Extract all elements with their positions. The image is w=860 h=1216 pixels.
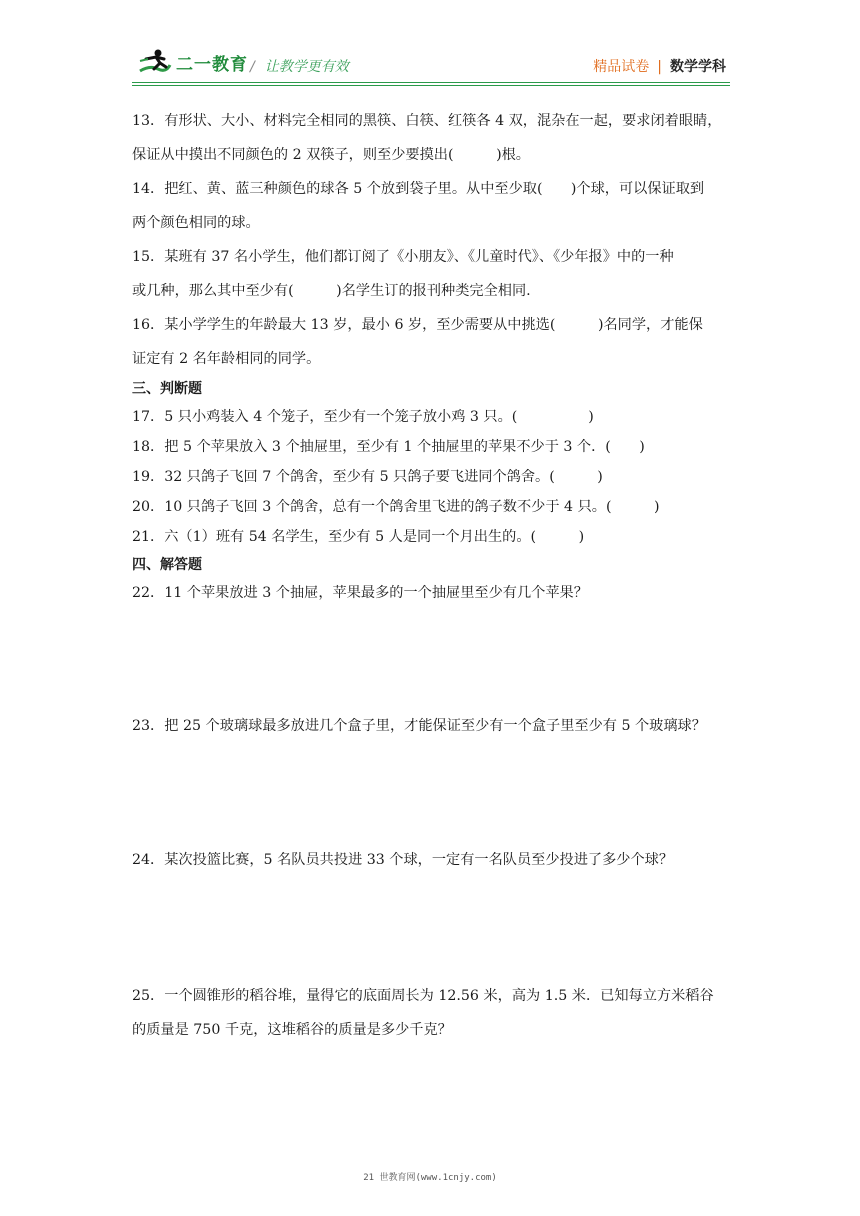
answer-space bbox=[132, 741, 732, 845]
question-line: 14．把红、黄、蓝三种颜色的球各 5 个放到袋子里。从中至少取( )个球，可以保证取到 bbox=[132, 181, 705, 197]
tag-premium: 精品试卷 bbox=[593, 59, 650, 75]
answer-question-24: 24．某次投篮比赛，5 名队员共投进 33 个球，一定有一名队员至少投进了多少个球？ bbox=[132, 852, 674, 868]
judge-question: 17．5 只小鸡装入 4 个笼子，至少有一个笼子放小鸡 3 只。( ) bbox=[132, 409, 594, 425]
runner-logo-icon bbox=[136, 47, 172, 77]
answer-question-25: 25．一个圆锥形的稻谷堆，量得它的底面周长为 12.56 米，高为 1.5 米．已知每立方米稻谷 bbox=[132, 988, 714, 1004]
question-line: 15．某班有 37 名小学生，他们都订阅了《小朋友》、《儿童时代》、《少年报》中的一种 bbox=[132, 249, 674, 265]
header-divider bbox=[132, 82, 730, 83]
slogan-separator: / bbox=[250, 59, 255, 75]
slogan-text: 让教学更有效 bbox=[264, 59, 349, 75]
question-line: 保证从中摸出不同颜色的 2 双筷子，则至少要摸出( )根。 bbox=[132, 147, 530, 163]
question-line: 或几种，那么其中至少有( )名学生订的报刊种类完全相同. bbox=[132, 283, 531, 299]
question-line: 16．某小学学生的年龄最大 13 岁，最小 6 岁，至少需要从中挑选( )名同学，才能保 bbox=[132, 317, 703, 333]
question-line: 两个颜色相同的球。 bbox=[132, 215, 260, 231]
judge-question: 20．10 只鸽子飞回 3 个鸽舍，总有一个鸽舍里飞进的鸽子数不少于 4 只。( ) bbox=[132, 499, 660, 515]
logo-text: 二一教育 bbox=[176, 54, 248, 75]
tag-separator: | bbox=[657, 59, 662, 75]
answer-question-23: 23．把 25 个玻璃球最多放进几个盒子里，才能保证至少有一个盒子里至少有 5 个玻璃球？ bbox=[132, 718, 706, 734]
judge-question: 18．把 5 个苹果放入 3 个抽屉里，至少有 1 个抽屉里的苹果不少于 3 个．( ) bbox=[132, 439, 645, 455]
question-16 bbox=[132, 308, 732, 376]
page-footer: 21 世教育网(www.1cnjy.com) bbox=[363, 1173, 497, 1183]
question-line: 证定有 2 名年龄相同的同学。 bbox=[132, 351, 321, 367]
judge-question: 21．六（1）班有 54 名学生，至少有 5 人是同一个月出生的。( ) bbox=[132, 529, 585, 545]
judge-question: 19．32 只鸽子飞回 7 个鸽舍，至少有 5 只鸽子要飞进同个鸽舍。( ) bbox=[132, 469, 603, 485]
question-13 bbox=[132, 104, 732, 172]
answer-question-25-cont: 的质量是 750 千克，这堆稻谷的质量是多少千克？ bbox=[132, 1022, 452, 1038]
logo bbox=[136, 44, 248, 80]
worksheet-content bbox=[132, 104, 732, 1047]
header-tag bbox=[593, 56, 726, 76]
header-divider-secondary bbox=[132, 85, 730, 86]
answer-space bbox=[132, 875, 732, 979]
question-line: 13．有形状、大小、材料完全相同的黑筷、白筷、红筷各 4 双，混杂在一起，要求闭着眼睛， bbox=[132, 113, 722, 129]
slogan bbox=[250, 56, 349, 76]
tag-subject: 数学学科 bbox=[670, 59, 726, 75]
answer-space bbox=[132, 608, 732, 711]
section-heading-answer: 四、解答题 bbox=[132, 557, 202, 573]
page-header bbox=[0, 0, 860, 90]
question-14 bbox=[132, 172, 732, 240]
question-15 bbox=[132, 240, 732, 308]
answer-question-22: 22．11 个苹果放进 3 个抽屉，苹果最多的一个抽屉里至少有几个苹果？ bbox=[132, 585, 588, 601]
section-heading-judge: 三、判断题 bbox=[132, 381, 202, 397]
